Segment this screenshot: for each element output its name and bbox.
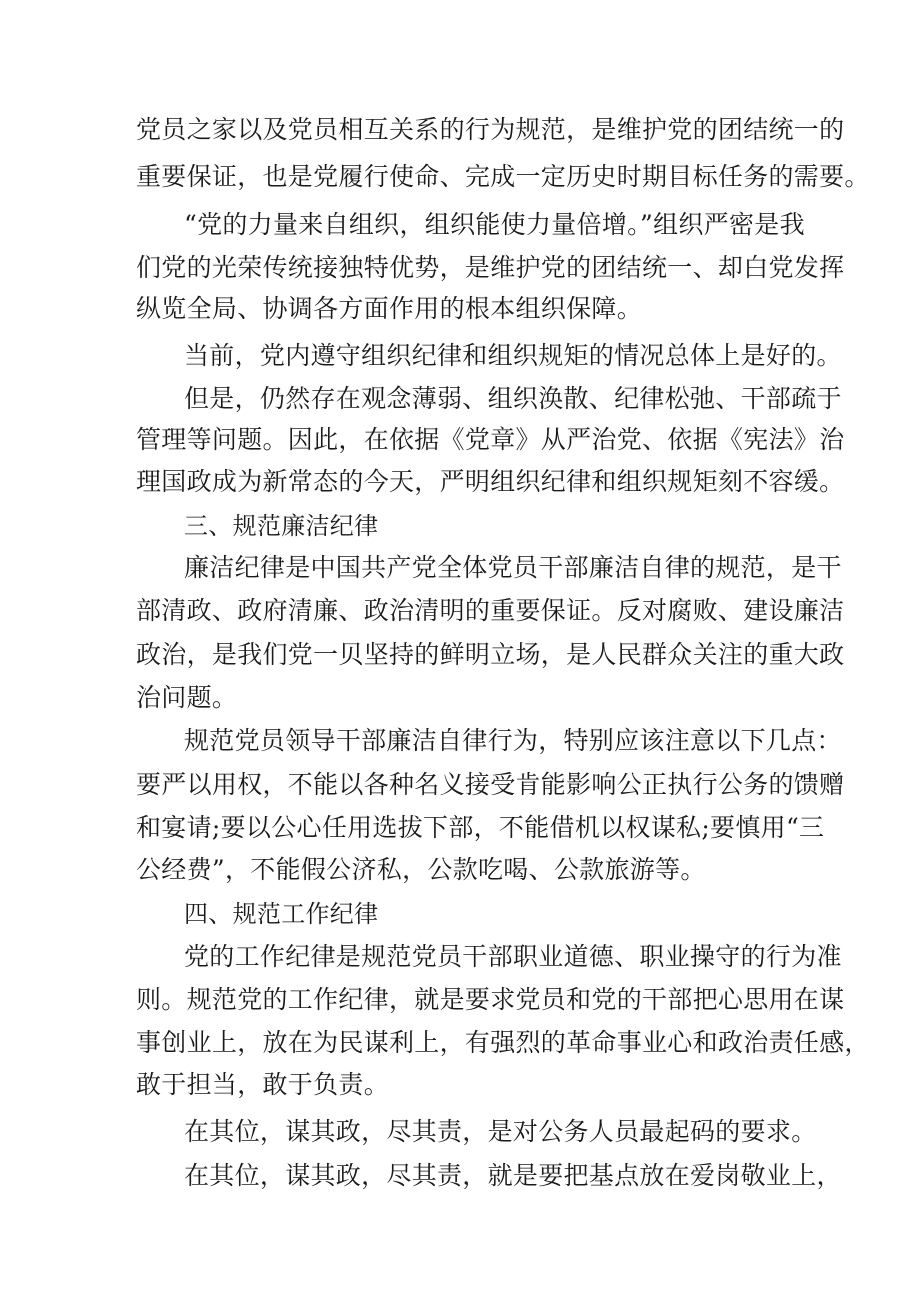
body-text-line: 重要保证，也是党履行使命、完成一定历史时期目标任务的需要。 [136,162,870,191]
paragraph-first-line: “党的力量来自组织，组织能使力量倍增。”组织严密是我 [184,210,805,239]
body-text-line: 要严以用权，不能以各种名义接受肯能影响公正执行公务的馈赠 [136,770,845,799]
body-text-line: 纵览全局、协调各方面作用的根本组织保障。 [136,294,643,323]
paragraph-first-line: 规范党员领导干部廉洁自律行为，特别应该注意以下几点： [184,726,842,755]
body-text-line: 理国政成为新常态的今天，严明组织纪律和组织规矩刻不容缓。 [136,467,845,496]
body-text-line: 政治，是我们党一贝坚持的鲜明立场，是人民群众关注的重大政 [136,640,845,669]
paragraph-first-line: 党的工作纪律是规范党员干部职业道德、职业操守的行为准 [184,942,842,971]
paragraph-first-line: 在其位，谋其政，尽其责，就是要把基点放在爱岗敬业上， [184,1161,842,1190]
paragraph-first-line: 廉洁纪律是中国共产党全体党员干部廉洁自律的规范，是干 [184,553,842,582]
section-heading: 四、规范工作纪律 [184,900,379,928]
body-text-line: 公经费”，不能假公济私，公款吃喝、公款旅游等。 [136,855,706,884]
body-text-line: 党员之家以及党员相互关系的行为规范，是维护党的团结统一的 [136,115,845,144]
paragraph-first-line: 在其位，谋其政，尽其责，是对公务人员最起码的要求。 [184,1117,817,1146]
body-text-line: 们党的光荣传统接独特优势，是维护党的团结统一、却白党发挥 [136,253,845,282]
body-text-line: 事创业上，放在为民谋利上，有强烈的革命事业心和政治责任感， [136,1028,870,1057]
body-text-line: 敢于担当，敢于负责。 [136,1070,390,1099]
body-text-line: 管理等问题。因此，在依据《党章》从严治党、依据《宪法》治 [136,425,845,454]
paragraph-first-line: 当前，党内遵守组织纪律和组织规矩的情况总体上是好的。 [184,341,842,370]
body-text-line: 和宴请;要以公心任用选拔下部，不能借机以权谋私;要慎用“三 [136,813,825,842]
body-text-line: 部清政、政府清廉、政治清明的重要保证。反对腐败、建设廉洁 [136,596,845,625]
body-text-line: 治问题。 [136,683,238,712]
section-heading: 三、规范廉洁纪律 [184,512,379,540]
body-text-line: 则。规范党的工作纪律，就是要求党员和党的干部把心思用在谋 [136,985,845,1014]
paragraph-first-line: 但是，仍然存在观念薄弱、组织涣散、纪律松弛、干部疏于 [184,384,842,413]
